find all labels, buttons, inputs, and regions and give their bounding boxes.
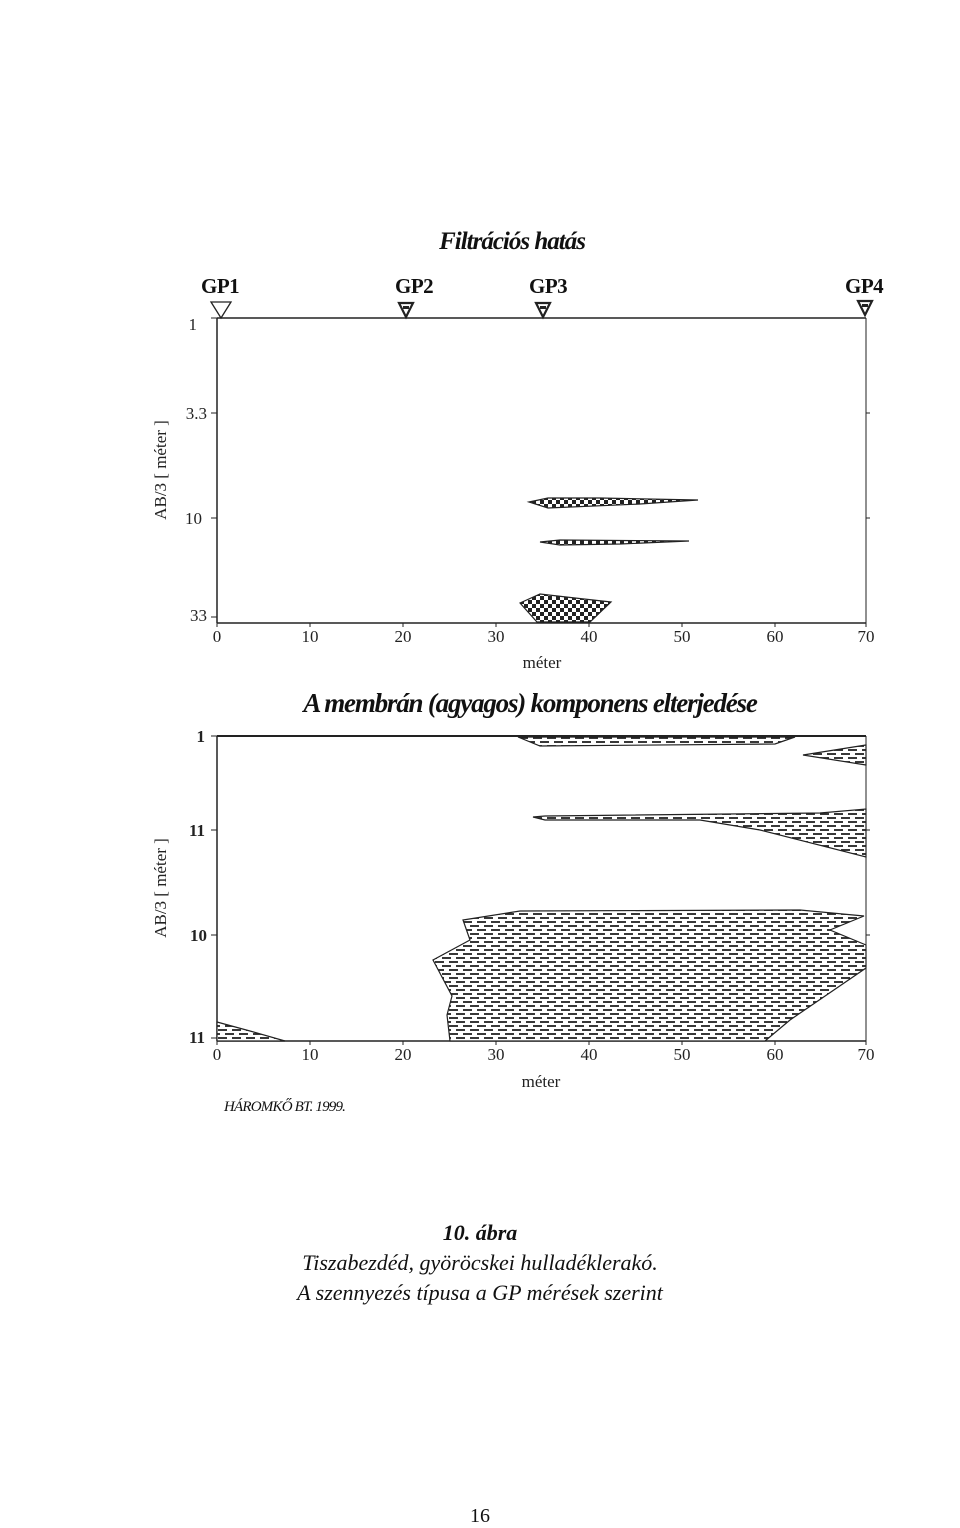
panel2-x-tick-label: 20	[394, 1045, 412, 1064]
station-label-gp2: GP2	[395, 274, 434, 298]
panel2-x-tick-label: 70	[857, 1045, 875, 1064]
station-label-gp4: GP4	[845, 274, 884, 298]
clay-body-top	[518, 737, 795, 746]
station-marker-gp3	[536, 303, 550, 317]
panel2-y-tick-label: 11	[188, 821, 205, 840]
panel2-x-tick-label: 40	[580, 1045, 598, 1064]
panel1-x-tick-label: 10	[301, 627, 319, 646]
panel2-x-tick-label: 30	[487, 1045, 505, 1064]
panel2-y-tick-label: 10	[190, 926, 207, 945]
station-marker-gp4	[858, 301, 872, 315]
panel2-x-ticks	[213, 1041, 875, 1064]
panel2-x-tick-label: 0	[212, 1045, 222, 1064]
panel2-title: A membrán (agyagos) komponens elterjedése	[303, 688, 757, 718]
clay-body-middle	[533, 809, 866, 857]
figure-number: 10. ábra	[442, 1220, 518, 1245]
panel2-x-tick-label: 60	[766, 1045, 784, 1064]
panel2-y-tick-label: 11	[188, 1028, 205, 1047]
panel1-y-tick-label: 10	[185, 509, 202, 528]
clay-body-large	[433, 910, 866, 1041]
caption-line-2: A szennyezés típusa a GP mérések szerint	[297, 1280, 663, 1305]
panel1-title: Filtrációs hatás	[439, 228, 585, 255]
panel1-x-tick-label: 50	[673, 627, 691, 646]
filtration-anomaly-upper	[529, 498, 698, 508]
panel2-plot	[151, 727, 875, 1091]
filtration-anomaly-middle	[540, 540, 689, 545]
station-marker-gp1	[211, 302, 231, 318]
panel1-x-tick-label: 0	[212, 627, 222, 646]
station-label-gp3: GP3	[529, 274, 568, 298]
filtration-anomaly-lower	[520, 594, 611, 622]
panel1-x-tick-label: 60	[766, 627, 784, 646]
panel2-x-tick-label: 50	[673, 1045, 691, 1064]
station-marker-gp2	[399, 303, 413, 317]
panel2-x-axis-label: méter	[521, 1072, 561, 1091]
panel1-y-ticks	[185, 315, 870, 625]
panel1-plot	[151, 301, 875, 672]
clay-body-left	[217, 1022, 285, 1041]
credit-line: HÁROMKŐ BT. 1999.	[224, 1099, 346, 1115]
panel1-x-ticks	[213, 623, 875, 646]
panel2-x-tick-label: 10	[301, 1045, 319, 1064]
page-number: 16	[470, 1505, 490, 1527]
clay-body-top-right	[803, 745, 866, 765]
panel1-y-tick-label: 33	[190, 606, 207, 625]
panel1-x-tick-label: 30	[487, 627, 505, 646]
caption-line-1: Tiszabezdéd, györöcskei hulladéklerakó.	[302, 1250, 658, 1275]
panel1-x-axis-label: méter	[522, 653, 562, 672]
panel1-x-tick-label: 20	[394, 627, 412, 646]
panel2-y-axis-label: AB/3 [ méter ]	[151, 838, 170, 938]
panel2-y-tick-label: 1	[196, 727, 205, 746]
panel1-y-tick-label: 3.3	[185, 404, 207, 423]
panel1-x-tick-label: 70	[857, 627, 875, 646]
panel1-x-tick-label: 40	[580, 627, 598, 646]
panel1-y-tick-label: 1	[188, 315, 197, 334]
station-label-gp1: GP1	[201, 274, 240, 298]
panel1-y-axis-label: AB/3 [ méter ]	[151, 420, 170, 520]
